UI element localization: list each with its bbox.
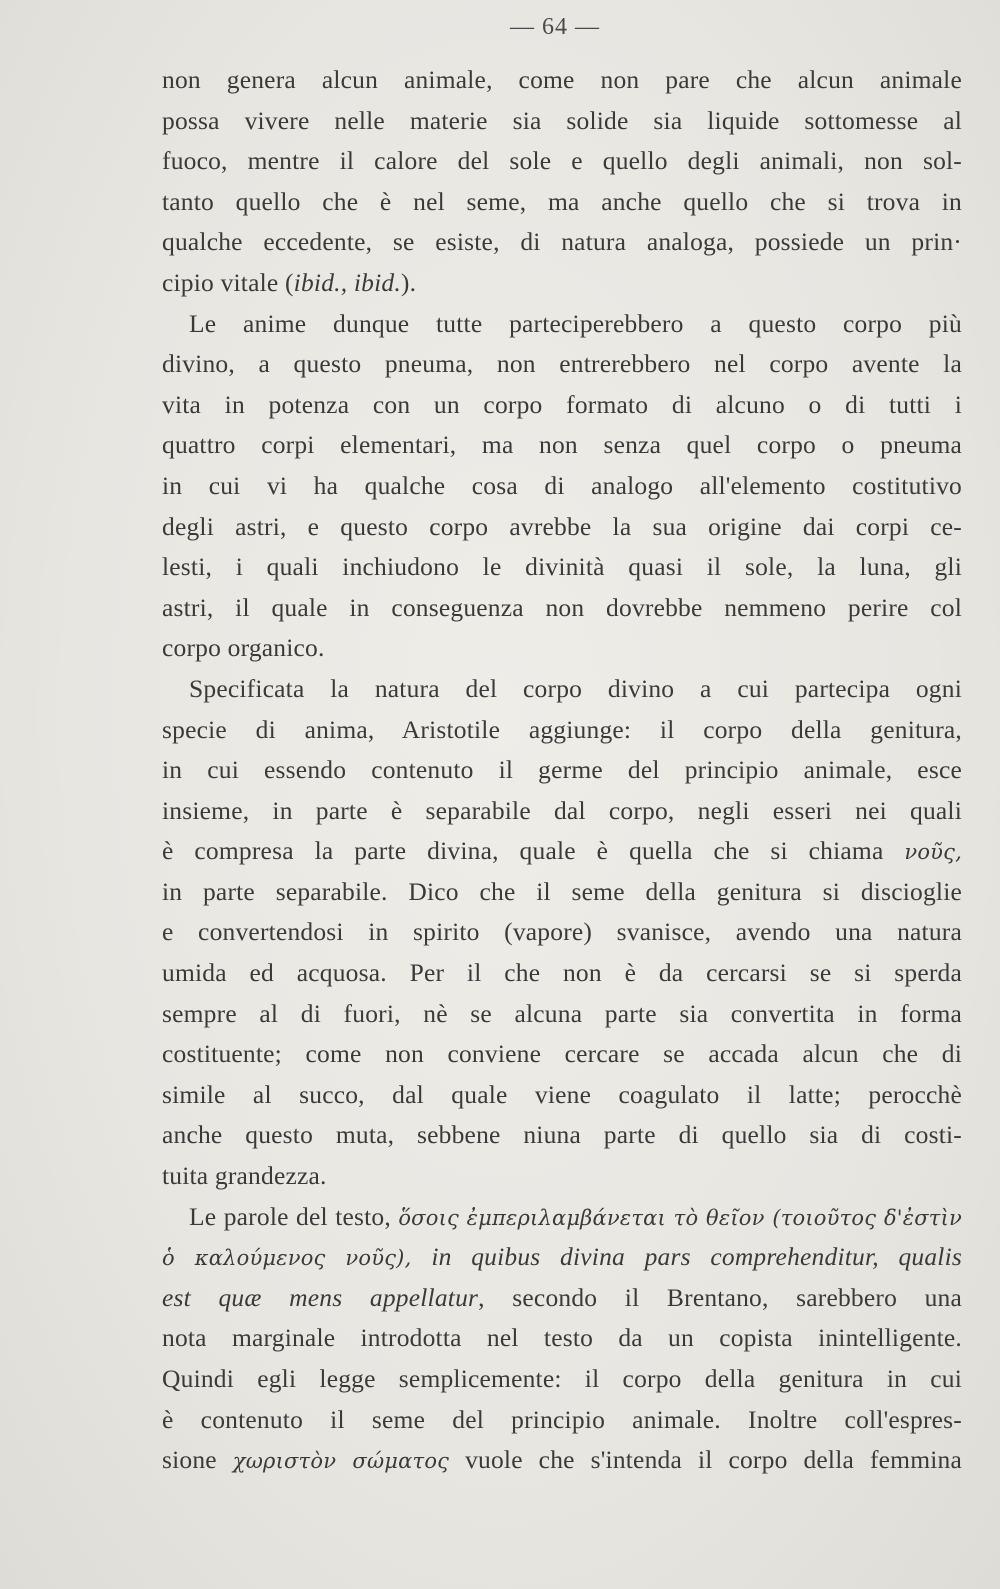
text-segment: e convertendosi in spirito (vapore) svanisce, avendo una natura — [162, 917, 962, 947]
text-segment: in parte separabile. Dico che il seme della genitura si discioglie — [162, 876, 962, 906]
text-line — [162, 344, 962, 385]
text-segment: insieme, in parte è separabile dal corpo, negli esseri nei quali — [162, 795, 962, 825]
text-line — [162, 710, 962, 751]
text-line — [162, 628, 962, 669]
text-line — [162, 385, 962, 426]
text-line — [162, 1075, 962, 1116]
text-line — [162, 507, 962, 548]
text-segment: Specificata la natura del corpo divino a cui partecipa ogni — [189, 673, 962, 703]
text-line — [162, 222, 962, 263]
text-line — [162, 263, 962, 304]
text-segment: possa vivere nelle materie sia solide sia liquide sottomesse al — [162, 105, 962, 135]
text-segment: nota marginale introdotta nel testo da un copista inintelligente. — [162, 1323, 962, 1353]
greek-text: ὅσοις ἐμπεριλαμβάνεται τὸ θεῖον (τοιοῦτος δ'ἐστὶν — [398, 1205, 962, 1230]
text-segment: costituente; come non conviene cercare se accada alcun che di — [162, 1039, 962, 1069]
text-segment: , secondo il Brentano, sarebbero una — [478, 1282, 962, 1312]
text-segment: non genera alcun animale, come non pare che alcun animale — [162, 65, 962, 94]
greek-text: νοῦς, — [904, 840, 962, 865]
text-line — [162, 750, 962, 791]
greek-text: ὁ καλούμενος νοῦς), — [162, 1246, 432, 1271]
text-line — [162, 912, 962, 953]
text-segment: sione — [162, 1445, 233, 1475]
text-segment: specie di anima, Aristotile aggiunge: il corpo della genitura, — [162, 714, 962, 744]
text-line — [162, 466, 962, 507]
page-number: — 64 — — [510, 14, 600, 40]
text-segment: Quindi egli legge semplicemente: il corpo della genitura in cui — [162, 1364, 962, 1393]
text-segment: corpo organico. — [162, 633, 325, 663]
italic-text: in quibus divina pars comprehenditur, qualis — [431, 1242, 962, 1272]
text-line — [162, 588, 962, 629]
text-segment: è compresa la parte divina, quale è quella che si chiama — [162, 836, 905, 866]
text-line — [162, 1115, 962, 1156]
text-segment: vita in potenza con un corpo formato di alcuno o di tutti i — [162, 389, 962, 419]
text-segment: Le parole del testo, — [189, 1201, 399, 1231]
text-line — [162, 1034, 962, 1075]
text-line — [162, 831, 962, 872]
text-line — [162, 1237, 962, 1278]
text-line — [162, 60, 962, 101]
text-line — [162, 1318, 962, 1359]
text-line — [162, 304, 962, 345]
text-line — [162, 1440, 962, 1481]
text-line — [162, 182, 962, 223]
text-segment: degli astri, e questo corpo avrebbe la sua origine dai corpi ce- — [162, 511, 962, 541]
text-line — [162, 1400, 962, 1441]
text-line — [162, 1359, 962, 1400]
text-line — [162, 141, 962, 182]
text-segment: lesti, i quali inchiudono le divinità quasi il sole, la luna, gli — [162, 552, 962, 582]
text-segment: Le anime dunque tutte parteciperebbero a questo corpo più — [189, 308, 962, 338]
text-segment: è contenuto il seme del principio animale. Inoltre coll'espres- — [162, 1404, 962, 1434]
text-line — [162, 425, 962, 466]
greek-text: χωριστὸν σώματος — [232, 1449, 450, 1474]
text-segment: simile al succo, dal quale viene coagulato il latte; perocchè — [162, 1079, 962, 1109]
text-segment: qualche eccedente, se esiste, di natura analoga, possiede un prin· — [162, 227, 962, 257]
text-segment: tanto quello che è nel seme, ma anche quello che si trova in — [162, 186, 962, 216]
text-line — [162, 547, 962, 588]
text-segment: tuita grandezza. — [162, 1161, 327, 1191]
text-line — [162, 101, 962, 142]
text-segment: anche questo muta, sebbene niuna parte di quello sia di costi- — [162, 1120, 962, 1150]
text-line — [162, 1156, 962, 1197]
text-segment: umida ed acquosa. Per il che non è da cercarsi se si sperda — [162, 958, 962, 988]
text-segment: astri, il quale in conseguenza non dovrebbe nemmeno perire col — [162, 592, 962, 622]
text-line — [162, 1278, 962, 1319]
text-line — [162, 953, 962, 994]
text-segment: ). — [400, 267, 417, 297]
text-segment: vuole che s'intenda il corpo della femmina — [449, 1445, 962, 1475]
text-line — [162, 994, 962, 1035]
text-line — [162, 872, 962, 913]
italic-text: ibid., ibid. — [293, 267, 401, 297]
text-segment: divino, a questo pneuma, non entrerebbero nel corpo avente la — [162, 349, 962, 379]
text-line — [162, 669, 962, 710]
text-segment: sempre al di fuori, nè se alcuna parte sia convertita in forma — [162, 998, 962, 1028]
text-segment: in cui vi ha qualche cosa di analogo all'elemento costitutivo — [162, 470, 962, 500]
text-segment: fuoco, mentre il calore del sole e quello degli animali, non sol- — [162, 146, 962, 176]
text-segment: quattro corpi elementari, ma non senza quel corpo o pneuma — [162, 430, 962, 460]
text-line — [162, 1197, 962, 1238]
body-text — [162, 60, 962, 1481]
text-segment: in cui essendo contenuto il germe del principio animale, esce — [162, 755, 962, 785]
text-segment: cipio vitale ( — [162, 267, 294, 297]
italic-text: est quæ mens appellatur — [162, 1282, 479, 1312]
text-line — [162, 791, 962, 832]
